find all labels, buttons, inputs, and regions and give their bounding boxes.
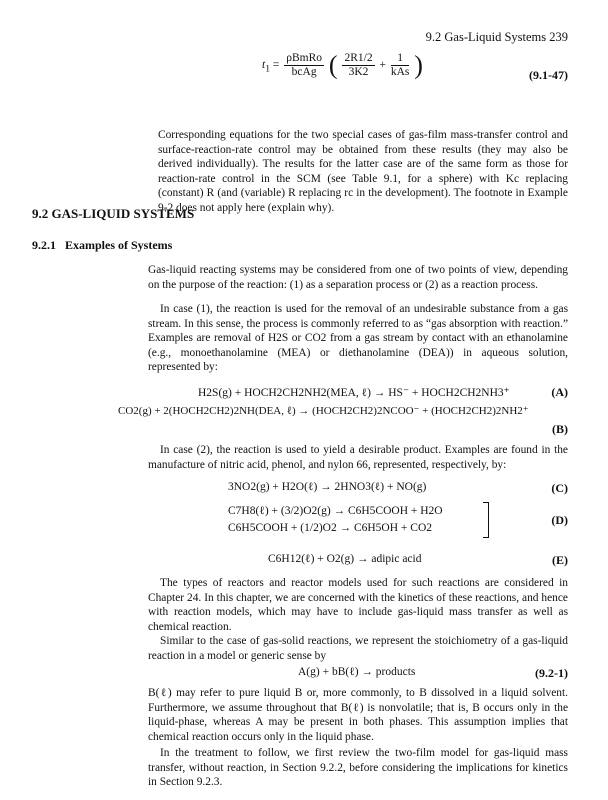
equation-9-1-47 <box>262 52 423 79</box>
eq-frac3-den: kAs <box>390 66 410 78</box>
subsection-heading <box>32 238 172 253</box>
eq-fraction-1 <box>284 52 324 79</box>
eq-frac3-num: 1 <box>391 52 410 66</box>
eq-fraction-3 <box>391 52 410 79</box>
paragraph-liquid-b: B(ℓ) may refer to pure liquid B or, more commonly, to B dissolved in a liquid solvent. Furthermore, we assume throughout that B(ℓ) is nonvolatile; that is, B occurs only in the liquid-phase, whereas A may be present in both phases. This assumption implies that chemical reaction occurs only in the liquid phase. <box>148 687 568 743</box>
equation-D-label: (D) <box>551 513 568 527</box>
eq-lhs-sub: 1 <box>265 63 270 75</box>
eq-equals: = <box>272 59 280 72</box>
eq-frac2-den: 3K2 <box>348 66 369 78</box>
equation-9-2-1: A(g) + bB(ℓ) → products <box>298 666 416 678</box>
eq-lhs: t <box>262 59 266 72</box>
equation-C-label: (C) <box>551 481 568 495</box>
paragraph-special-cases: Corresponding equations for the two special cases of gas-film mass-transfer control and surface-reaction-rate control may be obtained from these results (they may also be derived individually). The results for the latter case are of the same form as those for reaction-rate control in the SCM (see Table 9.1, for a sphere) with Kc replacing (constant) R (and (variable) R replacing rc in the development). The footnote in Example 9-2 does not apply here (explain why). <box>158 129 568 214</box>
section-heading: 9.2 GAS-LIQUID SYSTEMS <box>32 206 195 221</box>
paragraph-two-film: In the treatment to follow, we first review the two-film model for gas-liquid mass transfer, without reaction, in Section 9.2.2, before considering the implications for kinetics in Section 9.2.3. <box>148 747 568 789</box>
equation-A-label: (A) <box>551 385 568 399</box>
subsection-title: Examples of Systems <box>65 238 173 252</box>
eq-open-paren: ( <box>328 50 338 80</box>
paragraph-points-of-view: Gas-liquid reacting systems may be considered from one of two points of view, depending on the purpose of the reaction: (1) as a separation process or (2) as a reaction process. <box>148 264 568 291</box>
eq-frac2-num: 2R1/2 <box>344 52 373 64</box>
equation-D-brace <box>483 502 489 538</box>
subsection-number: 9.2.1 <box>32 238 56 252</box>
equation-B-label: (B) <box>552 422 568 436</box>
equation-B: CO2(g) + 2(HOCH2CH2)2NH(DEA, ℓ) → (HOCH2CH2)2NCOO⁻ + (HOCH2CH2)2NH2⁺ <box>118 405 529 417</box>
paragraph-reactor-types: The types of reactors and reactor models used for such reactions are considered in Chapter 24. In this chapter, we are concerned with the kinetics of these reactions, and hence with reaction models, which may have to include gas-liquid mass transfer as well as chemical reaction. <box>148 577 568 633</box>
equation-C: 3NO2(g) + H2O(ℓ) → 2HNO3(ℓ) + NO(g) <box>228 481 427 493</box>
equation-E-label: (E) <box>552 553 568 567</box>
paragraph-case-2: In case (2), the reaction is used to yield a desirable product. Examples are found in the manufacture of nitric acid, phenol, and nylon 66, represented, respectively, by: <box>148 444 568 471</box>
running-header: 9.2 Gas-Liquid Systems 239 <box>425 30 568 44</box>
equation-9-1-47-label: (9.1-47) <box>529 68 568 82</box>
eq-plus: + <box>379 59 386 72</box>
eq-frac1-num: ρBmRo <box>286 52 323 64</box>
paragraph-case-1: In case (1), the reaction is used for the removal of an undesirable substance from a gas stream. In this sense, the process is commonly referred to as “gas absorption with reaction.” Examples are removal of H2S or CO2 from a gas stream by contact with an ethanolamine (e.g., monoethanolamine (MEA) or diethanolamine (DEA)) in aqueous solution, represented by: <box>148 303 568 374</box>
eq-fraction-2 <box>342 52 374 79</box>
equation-D-line-1: C7H8(ℓ) + (3/2)O2(g) → C6H5COOH + H2O <box>228 505 443 517</box>
paragraph-stoichiometry: Similar to the case of gas-solid reactions, we represent the stoichiometry of a gas-liquid reaction in a model or generic sense by <box>148 635 568 662</box>
equation-E: C6H12(ℓ) + O2(g) → adipic acid <box>268 553 422 565</box>
equation-A: H2S(g) + HOCH2CH2NH2(MEA, ℓ) → HS⁻ + HOCH2CH2NH3⁺ <box>198 387 510 399</box>
eq-close-paren: ) <box>414 50 423 80</box>
eq-frac1-den: bcAg <box>291 66 317 78</box>
equation-9-2-1-label: (9.2-1) <box>535 666 568 680</box>
equation-D-line-2: C6H5COOH + (1/2)O2 → C6H5OH + CO2 <box>228 522 433 534</box>
